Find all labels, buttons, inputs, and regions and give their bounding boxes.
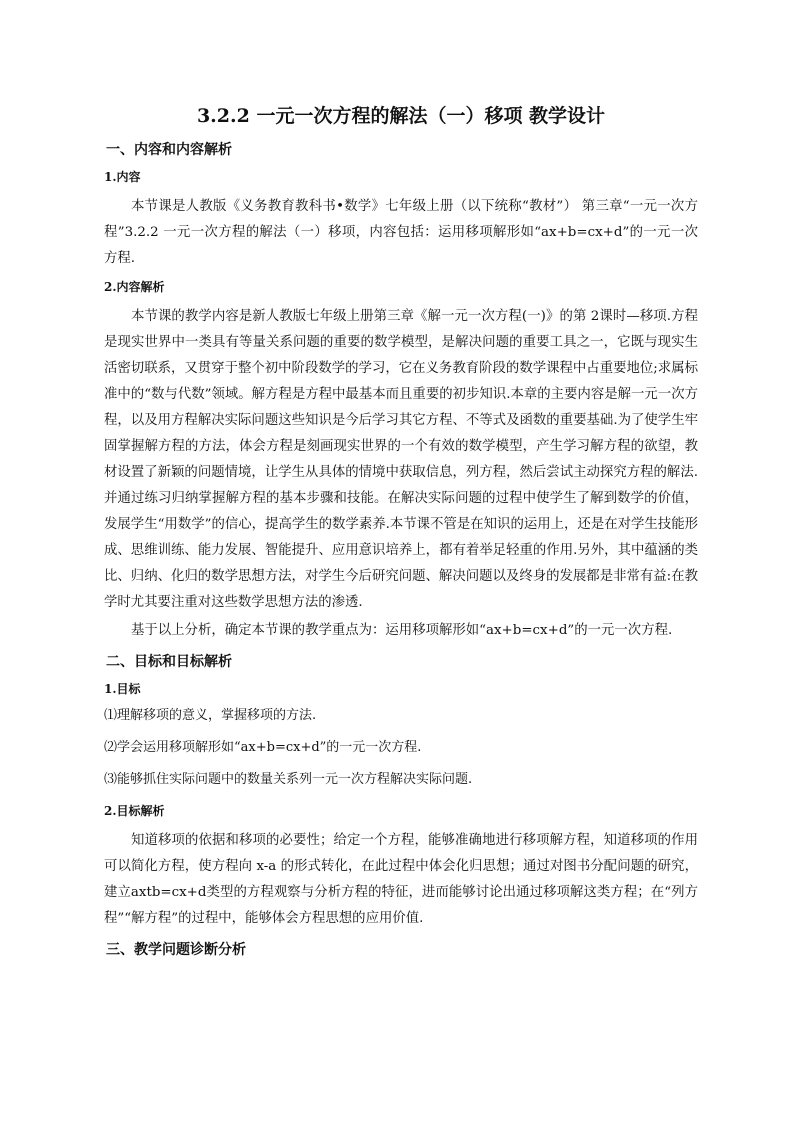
section-heading-3: 三、教学问题诊断分析 xyxy=(106,942,246,958)
paragraph-teaching-focus: 基于以上分析，确定本节课的教学重点为：运用移项解形如“ax+b=cx+d”的一元一次方程. xyxy=(131,623,673,638)
paragraph-content: 本节课是人教版《义务教育教科书•数学》七年级上册（以下统称“教材”） 第三章“一元一次方程”3.2.2 一元一次方程的解法（一）移项，内容包括：运用移项解形如“ax+b=cx+d”的一元一次方程. xyxy=(104,199,698,266)
document-body xyxy=(104,102,698,968)
subheading-goals: 1.目标 xyxy=(104,682,141,696)
subheading-goal-analysis: 2.目标解析 xyxy=(104,804,165,818)
section-heading-1: 一、内容和内容解析 xyxy=(106,142,232,158)
paragraph-goal-analysis: 知道移项的依据和移项的必要性；给定一个方程，能够准确地进行移项解方程，知道移项的作用可以简化方程，使方程向 x-a 的形式转化，在此过程中体会化归思想；通过对图书分配问题的研究，建立axtb=cx+d类型的方程观察与分析方程的特征，进而能够讨论出通过移项解这类方程；在“列方程”“解方程”的过程中，能够体会方程思想的应用价值. xyxy=(104,833,698,926)
goal-item: ⑴理解移项的意义，掌握移项的方法. xyxy=(104,708,317,723)
subheading-content-analysis: 2.内容解析 xyxy=(104,280,165,294)
goal-item: ⑵学会运用移项解形如“ax+b=cx+d”的一元一次方程. xyxy=(104,740,422,755)
subheading-content: 1.内容 xyxy=(104,170,141,184)
paragraph-content-analysis: 本节课的教学内容是新人教版七年级上册第三章《解一元一次方程(一)》的第 2课时—移项.方程是现实世界中一类具有等量关系问题的重要的数学模型，是解决问题的重要工具之一，它既与现实生活密切联系，又贯穿于整个初中阶段数学的学习，它在义务教育阶段的数学课程中占重要地位;求属标准中的“数与代数”领域。解方程是方程中最基本而且重要的初步知识.本章的主要内容是解一元一次方程，以及用方程解决实际问题这些知识是今后学习其它方程、不等式及函数的重要基础.为了使学生牢固掌握解方程的方法，体会方程是刻画现实世界的一个有效的数学模型，产生学习解方程的欲望，教材设置了新颖的问题情境，让学生从具体的情境中获取信息，列方程，然后尝试主动探究方程的解法.并通过练习归纳掌握解方程的基本步骤和技能。在解决实际问题的过程中使学生了解到数学的价值，发展学生“用数学”的信心，提高学生的数学素养.本节课不管是在知识的运用上，还是在对学生技能形成、思维训练、能力发展、智能提升、应用意识培养上，都有着举足轻重的作用.另外，其中蕴涵的类比、归纳、化归的数学思想方法，对学生今后研究问题、解决问题以及终身的发展都是非常有益:在教学时尤其要注重对这些数学思想方法的渗透. xyxy=(104,309,698,610)
goal-item: ⑶能够抓住实际问题中的数量关系列一元一次方程解决实际问题. xyxy=(104,772,473,787)
section-heading-2: 二、目标和目标解析 xyxy=(106,654,232,670)
document-title: 3.2.2 一元一次方程的解法（一）移项 教学设计 xyxy=(196,105,606,127)
